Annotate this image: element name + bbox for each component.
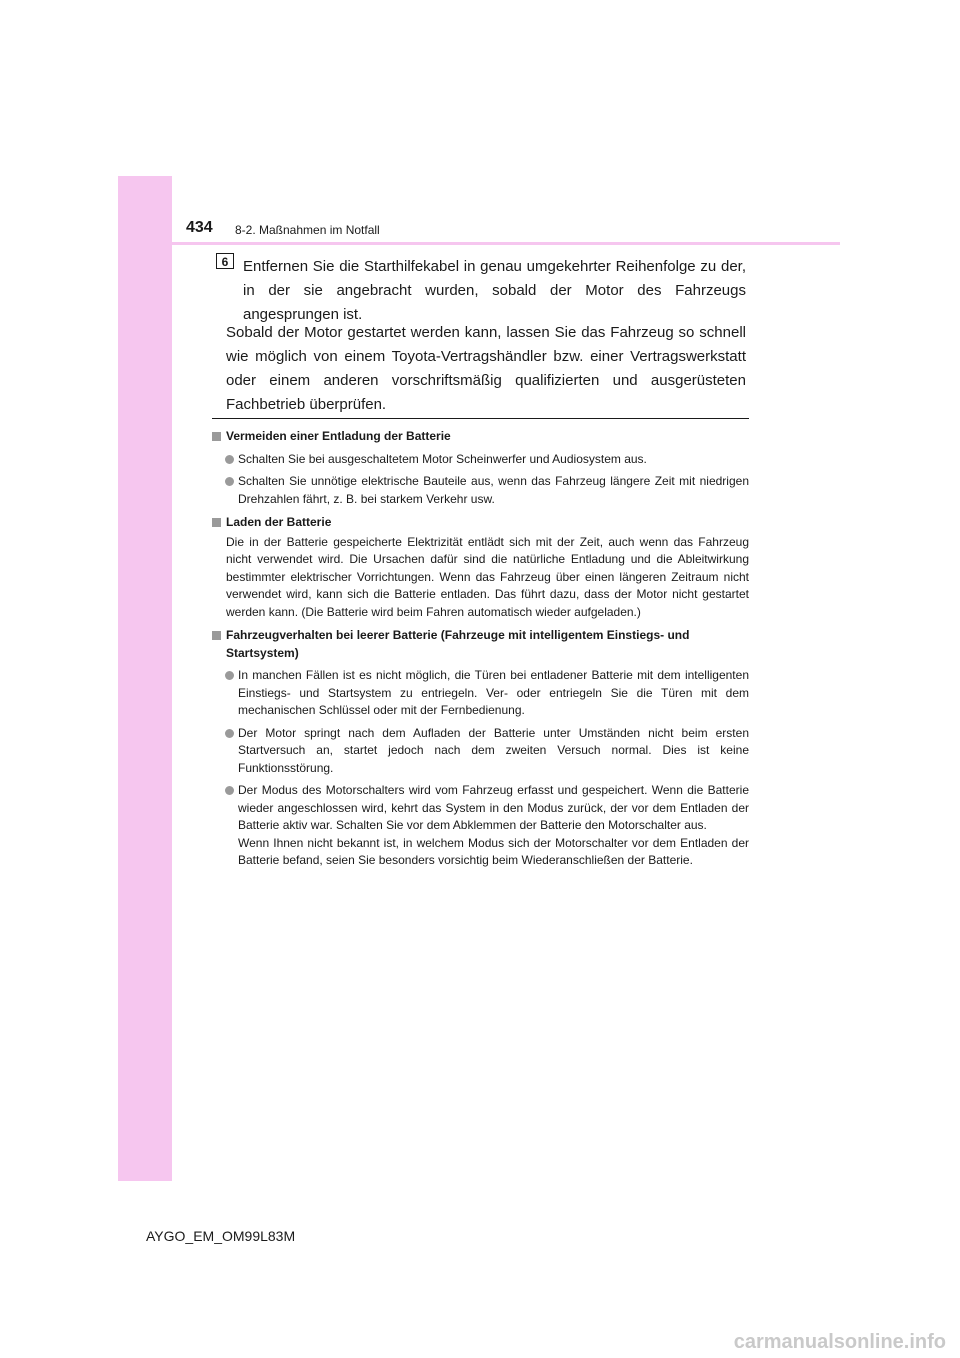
- circle-bullet-icon: [225, 477, 234, 486]
- bullet-continuation-text: Wenn Ihnen nicht bekannt ist, in welchem Modus sich der Motorschalter vor dem Entladen der Batterie befand, seien Sie besonders vorsichtig beim Wiederanschließen der Batterie.: [238, 835, 749, 867]
- list-item: [212, 667, 749, 720]
- section-title: 8-2. Maßnahmen im Notfall: [235, 223, 380, 237]
- note-heading: [212, 627, 749, 662]
- chapter-sidebar-tab: [118, 176, 172, 1181]
- bullet-text: Schalten Sie bei ausgeschaltetem Motor Scheinwerfer und Audiosystem aus.: [238, 451, 647, 466]
- list-item: [212, 451, 749, 469]
- bullet-text: Der Motor springt nach dem Aufladen der Batterie unter Umständen nicht beim ersten Startversuch an, startet jedoch nach dem zweiten Versuch normal. Dies ist keine Funktionsstörung.: [238, 725, 749, 775]
- note-heading-text: Vermeiden einer Entladung der Batterie: [226, 429, 451, 443]
- square-bullet-icon: [212, 518, 221, 527]
- square-bullet-icon: [212, 631, 221, 640]
- list-item: [212, 473, 749, 508]
- list-item: [212, 725, 749, 778]
- note-heading: [212, 514, 749, 532]
- notes-section: [212, 428, 749, 870]
- watermark-text: carmanualsonline.info: [733, 1331, 946, 1353]
- note-heading-text: Fahrzeugverhalten bei leerer Batterie (Fahrzeuge mit intelligentem Einstiegs- und Startsystem): [226, 628, 690, 660]
- note-paragraph: Die in der Batterie gespeicherte Elektrizität entlädt sich mit der Zeit, auch wenn das Fahrzeug nicht verwendet wird. Die Ursachen dafür sind die natürliche Entladung und die Ableitwirkung bestimmter elektrischer Vorrichtungen. Wenn das Fahrzeug über einen längeren Zeitraum nicht verwendet wird, kann sich die Batterie entladen. Das führt dazu, dass der Motor nicht gestartet werden kann. (Die Batterie wird beim Fahren automatisch wieder aufgeladen.): [226, 534, 749, 619]
- bullet-text: In manchen Fällen ist es nicht möglich, die Türen bei entladener Batterie mit dem intelligenten Einstiegs- und Startsystem zu entriegeln. Ver- oder entriegeln Sie die Türen mit dem mechanischen Schlüssel oder mit der Fernbedienung.: [238, 668, 749, 717]
- list-item: [212, 782, 749, 870]
- circle-bullet-icon: [225, 455, 234, 464]
- square-bullet-icon: [212, 432, 221, 441]
- bullet-text: Schalten Sie unnötige elektrische Bauteile aus, wenn das Fahrzeug längere Zeit mit niedrigen Drehzahlen fährt, z. B. bei starkem Verkehr usw.: [238, 474, 749, 506]
- note-heading-text: Laden der Batterie: [226, 515, 332, 529]
- bullet-text: Der Modus des Motorschalters wird vom Fahrzeug erfasst und gespeichert. Wenn die Batterie wieder angeschlossen wird, kehrt das System in den Modus zurück, der vor dem Entladen der Batterie aktiv war. Schalten Sie vor dem Abklemmen der Batterie den Motorschalter aus.: [238, 783, 749, 832]
- header-rule: [172, 242, 840, 245]
- step-text: Entfernen Sie die Starthilfekabel in genau umgekehrter Reihenfolge zu der, in der sie angebracht wurden, sobald der Motor des Fahrzeugs angesprungen ist.: [243, 258, 746, 323]
- circle-bullet-icon: [225, 671, 234, 680]
- note-heading: [212, 428, 749, 446]
- circle-bullet-icon: [225, 786, 234, 795]
- document-code: AYGO_EM_OM99L83M: [146, 1228, 296, 1244]
- divider: [212, 418, 749, 419]
- main-paragraph: Sobald der Motor gestartet werden kann, lassen Sie das Fahrzeug so schnell wie möglich von einem Toyota-Vertragshändler bzw. einer Vertragswerkstatt oder einem anderen vorschriftsmäßig qualifizierten und ausgerüsteten Fachbetrieb überprüfen.: [226, 324, 746, 413]
- circle-bullet-icon: [225, 729, 234, 738]
- page-number: 434: [186, 219, 213, 236]
- step-number-badge: 6: [216, 253, 234, 269]
